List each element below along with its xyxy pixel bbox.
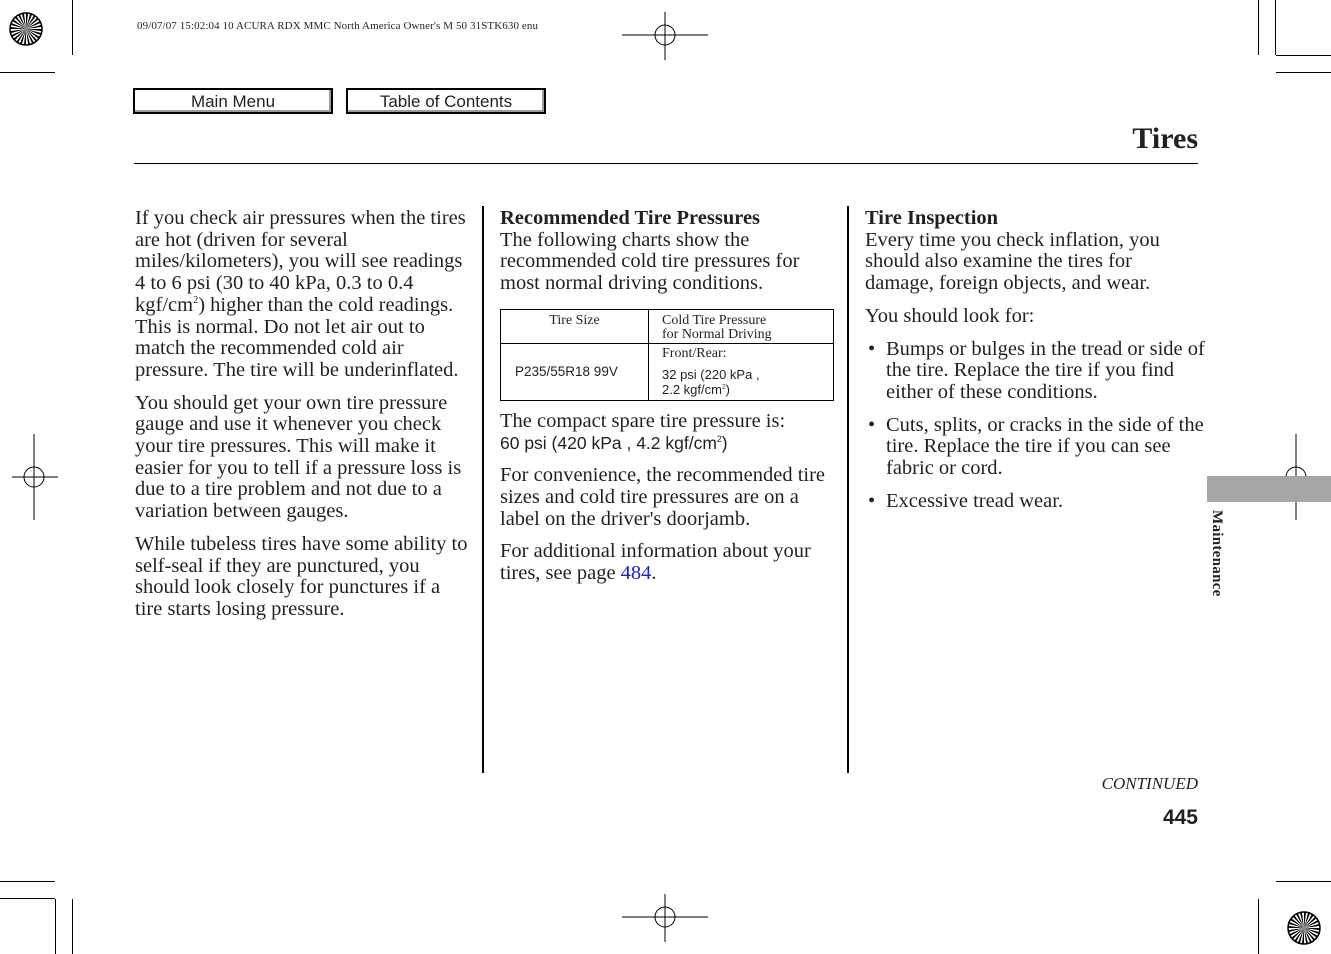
crop-mark [72,0,73,55]
inspection-list [865,339,1205,513]
table-row [501,343,834,400]
crop-mark [1276,881,1331,882]
column-middle [500,208,838,596]
list-item: • Excessive tread wear. [868,489,1064,512]
crosshair-mark-top [622,12,708,60]
print-header: 09/07/07 15:02:04 10 ACURA RDX MMC North America Owner's M 50 31STK630 enu [137,20,539,32]
crop-mark [1258,0,1259,55]
section-tab-label: Maintenance [1209,510,1225,597]
page-number: 445 [1162,806,1198,829]
inspection-intro: Every time you check inflation, you should also examine the tires for damage, foreign objects, and wear. [865,228,1160,295]
section-heading: Recommended Tire Pressures [500,207,761,229]
crop-mark [1258,899,1259,954]
paragraph-tubeless: While tubeless tires have some ability to self-seal if they are punctured, you should look closely for punctures if a tire starts losing pressure. [135,532,468,620]
crop-mark [1275,0,1276,55]
page-title: Tires [1132,122,1198,155]
crosshair-mark-left [12,434,58,520]
list-item: • Bumps or bulges in the tread or side of the tire. Replace the tire if you find either of these conditions. [868,337,1205,403]
main-menu-button[interactable]: Main Menu [133,88,333,114]
recommended-intro: The following charts show the recommended cold tire pressures for most normal driving conditions. [500,228,800,295]
title-rule [134,163,1198,164]
crop-mark [0,898,55,899]
section-heading: Tire Inspection [865,207,999,229]
table-row [501,309,834,343]
column-left [135,208,470,632]
column-right [865,208,1205,523]
paragraph-pressure-gauge: You should get your own tire pressure gauge and use it whenever you check your tire pressures. This will make it easier for you to tell if a pressure loss is due to a tire problem and not due to a variation between gauges. [135,391,462,523]
tire-pressure-table [500,309,834,401]
crosshair-mark-bottom [622,894,708,942]
paragraph-spare: The compact spare tire pressure is: 60 psi (420 kPa , 4.2 kgf/$cm^2$) [500,409,786,453]
crop-mark [1276,55,1331,56]
column-divider [847,206,849,773]
section-tab [1207,476,1331,502]
table-header-pressure: Cold Tire Pressure for Normal Driving [649,309,834,343]
registration-sunburst-icon [1284,908,1324,948]
tire-pressure-value: Front/Rear: 32 psi (220 kPa , 2.2 kgf/$cm^2$) [649,343,834,400]
continued-label: CONTINUED [1101,774,1198,793]
paragraph-hot-tires: If you check air pressures when the tires are hot (driven for several miles/kilometers), you will see readings 4 to 6 psi (30 to 40 kPa, 0.3 to 0.4 kgf/$cm^2$) higher than the cold readings. This is normal. Do not let air out to match the recommended cold air pressure. The tire will be underinflated. [135,207,466,381]
table-of-contents-button[interactable]: Table of Contents [346,88,546,114]
crop-mark [72,899,73,954]
registration-sunburst-icon [6,9,46,49]
crop-mark [0,881,55,882]
look-for-label: You should look for: [865,304,1035,327]
paragraph-convenience: For convenience, the recommended tire sizes and cold tire pressures are on a label on the driver's doorjamb. [500,464,826,530]
registration-mark-top-left [0,0,1,1]
page-link-484[interactable]: 484 [620,562,652,585]
crop-mark [0,72,55,73]
crop-mark [55,899,56,954]
paragraph-additional: For additional information about your tires, see page 484. [500,540,811,585]
column-divider [482,206,484,773]
list-item: • Cuts, splits, or cracks in the side of the tire. Replace the tire if you can see fabric or cord. [868,413,1204,480]
table-header-size: Tire Size [501,309,649,343]
crop-mark [1276,72,1331,73]
tire-size-value: P235/55R18 99V [501,343,649,400]
